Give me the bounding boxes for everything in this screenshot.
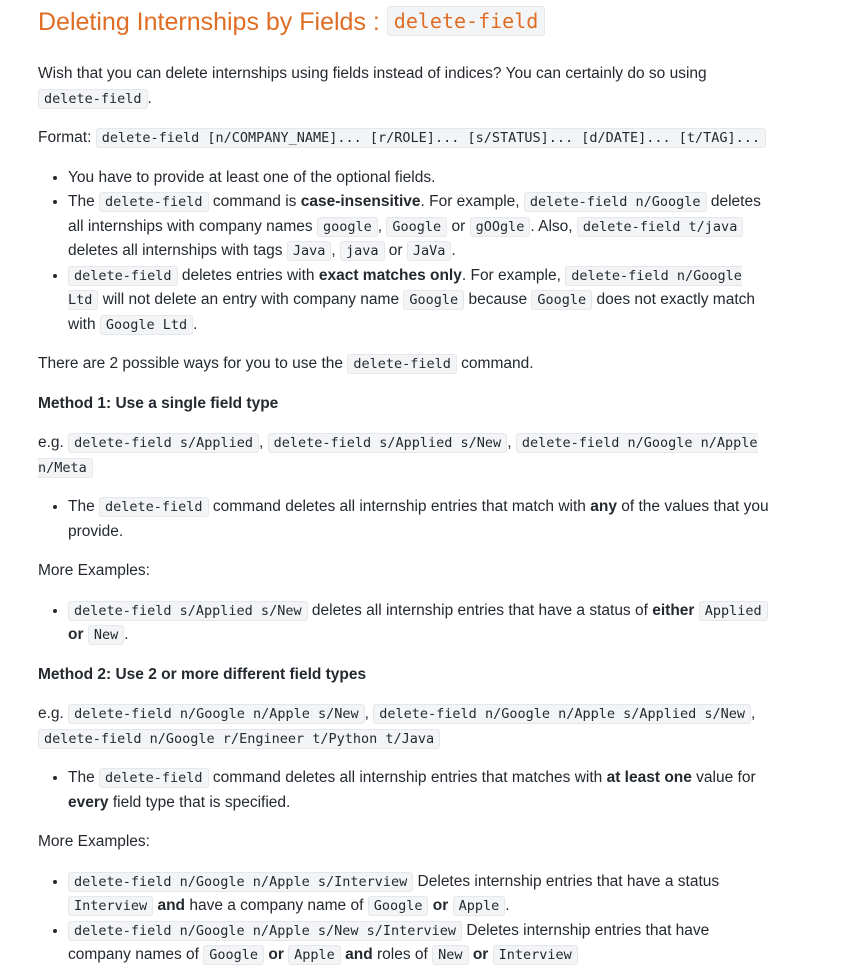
inline-code: Google (386, 217, 447, 237)
inline-code: Google (531, 290, 592, 310)
text-fragment: . (505, 897, 510, 914)
text-fragment: . (124, 626, 129, 643)
inline-code: delete-field n/Google (524, 192, 707, 212)
text-fragment: Deletes internship entries that have company names of (68, 921, 710, 963)
text-fragment: , (507, 434, 516, 451)
text-fragment: have a company name of (185, 897, 368, 914)
text-fragment: command deletes all internship entries that match with (208, 498, 591, 515)
more-examples-label: More Examples: (38, 562, 150, 579)
inline-code: delete-field s/Applied s/New (68, 601, 308, 621)
list-item (68, 766, 772, 815)
text-fragment: . Also, (530, 217, 577, 235)
method2-heading: Method 2: Use 2 or more different field types (38, 665, 367, 683)
inline-code: Apple (453, 896, 506, 916)
rule-item (68, 190, 772, 264)
inline-code: delete-field t/java (577, 217, 743, 237)
rule-item: • You have to provide at least one of the optional fields. (68, 166, 772, 191)
bold-text: case-insensitive (300, 193, 421, 210)
inline-code: Google (368, 896, 429, 916)
method1-examples (38, 431, 772, 480)
text-fragment: Deletes internship entries that have a status (413, 872, 720, 890)
inline-code: java (340, 241, 385, 261)
text-fragment: , (364, 705, 374, 722)
text-fragment: roles of (372, 946, 433, 963)
list-item (68, 870, 772, 919)
inline-code: Google Ltd (100, 315, 193, 335)
inline-code: Google (203, 945, 264, 965)
title-code: delete-field (387, 6, 546, 36)
format-line (38, 126, 772, 151)
text-fragment: . (147, 89, 152, 107)
text-fragment: deletes entries with (177, 266, 319, 284)
inline-code: Apple (288, 945, 341, 965)
list-item (68, 919, 772, 968)
text-fragment: Wish that you can delete internships using fields instead of indices? You can certainly do so using (38, 65, 707, 82)
inline-code: delete-field (347, 354, 457, 374)
text-fragment: or (447, 217, 470, 235)
text-fragment: Deleting Internships by Fields : (38, 8, 387, 36)
inline-code: Interview (68, 896, 153, 916)
inline-code: delete-field n/Google n/Apple s/Applied s/New (373, 704, 751, 724)
text-fragment: , (377, 217, 387, 235)
text-fragment: deletes all internship entries that have a status of (307, 601, 653, 619)
text-fragment: Format: (38, 129, 96, 146)
inline-code: Java (287, 241, 332, 261)
text-fragment: e.g. (38, 434, 69, 451)
rule-item (68, 264, 772, 338)
text-fragment: because (464, 291, 532, 308)
inline-code: gOOgle (470, 217, 531, 237)
inline-code: delete-field s/Applied (68, 433, 259, 453)
format-code: delete-field [n/COMPANY_NAME]... [r/ROLE]... [s/STATUS]... [d/DATE]... [t/TAG]... (96, 128, 766, 148)
inline-code: delete-field n/Google n/Apple s/New (68, 704, 364, 724)
bold-text: and (157, 897, 186, 914)
text-fragment: The (68, 193, 100, 210)
rules-list (38, 166, 772, 338)
method2-more-list (38, 870, 772, 968)
text-fragment: will not delete an entry with company name (98, 291, 404, 308)
bold-text: either (652, 601, 695, 619)
inline-code: New (88, 625, 124, 645)
inline-code: JaVa (407, 241, 452, 261)
inline-code: delete-field s/Applied s/New (268, 433, 508, 453)
bold-text: or (68, 626, 84, 643)
inline-code: google (317, 217, 378, 237)
inline-code: New (432, 945, 468, 965)
text-fragment: , (331, 242, 340, 259)
text-fragment: deletes all internships with tags (68, 242, 287, 259)
text-fragment: deletes all internships with company names (68, 193, 761, 235)
inline-code: delete-field (68, 266, 178, 286)
text-fragment: The (68, 498, 100, 515)
text-fragment: . For example, (420, 193, 524, 210)
text-fragment: or (384, 242, 407, 259)
method2-list (38, 766, 772, 815)
inline-code: delete-field n/Google n/Apple s/Interview (68, 872, 413, 892)
list-item (68, 495, 772, 544)
section-title (38, 3, 772, 40)
bold-text: exact matches only (318, 266, 462, 284)
bold-text: at least one (606, 769, 692, 786)
text-fragment: . For example, (461, 266, 566, 284)
text-fragment: . (451, 242, 456, 259)
text-fragment: , (751, 705, 756, 722)
inline-code: delete-field n/Google r/Engineer t/Python t/Java (38, 729, 440, 749)
text-fragment: value for (691, 769, 756, 786)
method1-heading: Method 1: Use a single field type (38, 394, 279, 412)
inline-code: delete-field (99, 192, 209, 212)
more-examples-label: More Examples: (38, 833, 150, 850)
inline-code: Applied (699, 601, 768, 621)
text-fragment: e.g. (38, 705, 69, 722)
inline-code: delete-field n/Google Ltd (68, 267, 742, 308)
text-fragment: command deletes all internship entries that matches with (208, 769, 607, 786)
inline-code: Interview (493, 945, 578, 965)
inline-code: delete-field (99, 497, 209, 517)
bold-text: and (345, 946, 373, 963)
text-fragment: field type that is specified. (108, 793, 291, 811)
inline-code: delete-field n/Google n/Apple s/New s/Interview (68, 921, 462, 941)
list-item (68, 599, 772, 648)
inline-code: delete-field (38, 89, 148, 109)
inline-code: delete-field (99, 768, 209, 788)
inline-code: Google (403, 290, 464, 310)
inline-code: delete-field n/Google n/Apple n/Meta (38, 435, 758, 476)
text-fragment: There are 2 possible ways for you to use the (38, 355, 348, 372)
bold-text: any (590, 498, 617, 515)
text-fragment: of the values that you provide. (68, 498, 769, 540)
text-fragment: . (193, 315, 198, 333)
ways-paragraph (38, 352, 772, 377)
bold-text: every (68, 793, 109, 811)
method1-more-list (38, 599, 772, 648)
bold-text: or (432, 897, 449, 914)
method2-examples (38, 702, 772, 751)
text-fragment: does not exactly match with (68, 291, 756, 333)
bold-text: or (472, 946, 489, 963)
bold-text: or (268, 946, 284, 963)
text-fragment: command. (456, 355, 534, 372)
intro-paragraph (38, 62, 772, 111)
text-fragment: , (258, 434, 268, 451)
text-fragment: command is (208, 193, 301, 210)
text-fragment: The (68, 769, 100, 786)
method1-list (38, 495, 772, 544)
